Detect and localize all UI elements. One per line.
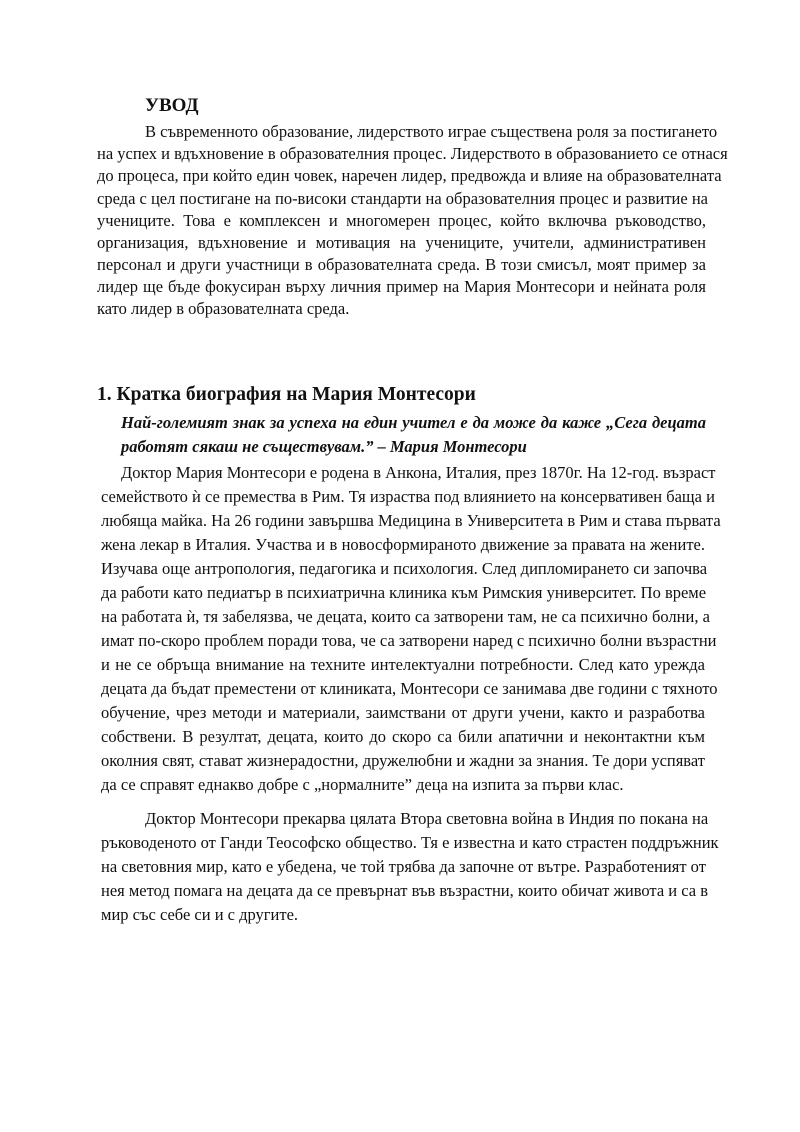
quote-line: Най-големият знак за успеха на един учител е да може да каже „Сега децата	[121, 413, 706, 432]
bio-line: семейството ѝ се премества в Рим. Тя израства под влиянието на консервативен баща и	[101, 487, 715, 506]
intro-heading: УВОД	[145, 95, 199, 116]
section-heading: 1. Кратка биография на Мария Монтесори	[97, 384, 476, 405]
war-line: ръководеното от Ганди Теософско общество. Тя е известна и като страстен поддръжник	[101, 833, 719, 852]
intro-line: организация, вдъхновение и мотивация на учениците, учители, административен	[97, 233, 706, 252]
war-line: нея метод помага на децата да се превърнат във възрастни, които обичат живота и са в	[101, 881, 709, 900]
bio-line: жена лекар в Италия. Участва и в новосформираното движение за правата на жените.	[101, 535, 705, 554]
intro-line: персонал и други участници в образователната среда. В този смисъл, моят пример за	[97, 255, 706, 274]
bio-line: и не се обръща внимание на техните интелектуални потребности. След като урежда	[101, 655, 705, 674]
intro-line: среда с цел постигане на по-високи стандарти на образователния процес и развитие на	[97, 189, 708, 208]
intro-line: като лидер в образователната среда.	[97, 299, 350, 318]
bio-line: на работата ѝ, тя забелязва, че децата, които са затворени там, не са психично болни, а	[101, 607, 710, 626]
intro-line: до процеса, при който един човек, наречен лидер, предвожда и влияе на образователната	[97, 166, 722, 185]
war-line: мир със себе си и с другите.	[101, 905, 299, 924]
intro-line: лидер ще бъде фокусиран върху личния пример на Мария Монтесори и нейната роля	[97, 277, 706, 296]
bio-line: собствени. В резултат, децата, които до скоро са били апатични и неконтактни към	[101, 727, 705, 746]
intro-line: на успех и вдъхновение в образователния процес. Лидерството в образованието се отнася	[97, 144, 728, 163]
bio-line: децата да бъдат преместени от клиниката, Монтесори се занимава две години с тяхното	[101, 679, 718, 698]
bio-line: любяща майка. На 26 години завършва Медицина в Университета в Рим и става първата	[101, 511, 721, 530]
quote-line: работят сякаш не съществувам.” – Мария Монтесори	[121, 437, 527, 456]
bio-line: околния свят, стават жизнерадостни, дружелюбни и жадни за знания. Те дори успяват	[101, 751, 705, 770]
bio-line: имат по-скоро проблем поради това, че са затворени наред с психично болни възрастни	[101, 631, 717, 650]
intro-line: В съвременното образование, лидерството играе съществена роля за постигането	[145, 122, 718, 141]
bio-line: да работи като педиатър в психиатрична клиника към Римския университет. По време	[101, 583, 707, 602]
bio-line: обучение, чрез методи и материали, заимствани от други учени, както и разработва	[101, 703, 705, 722]
war-line: на световния мир, като е убедена, че той трябва да започне от вътре. Разработеният от	[101, 857, 706, 876]
bio-line: Доктор Мария Монтесори е родена в Анкона, Италия, през 1870г. На 12-год. възраст	[121, 463, 716, 482]
bio-line: да се справят еднакво добре с „нормалните” деца на изпита за първи клас.	[101, 775, 624, 794]
bio-line: Изучава още антропология, педагогика и психология. След дипломирането си започва	[101, 559, 708, 578]
war-line: Доктор Монтесори прекарва цялата Втора световна война в Индия по покана на	[145, 809, 709, 828]
intro-line: учениците. Това е комплексен и многомерен процес, който включва ръководство,	[97, 211, 706, 230]
